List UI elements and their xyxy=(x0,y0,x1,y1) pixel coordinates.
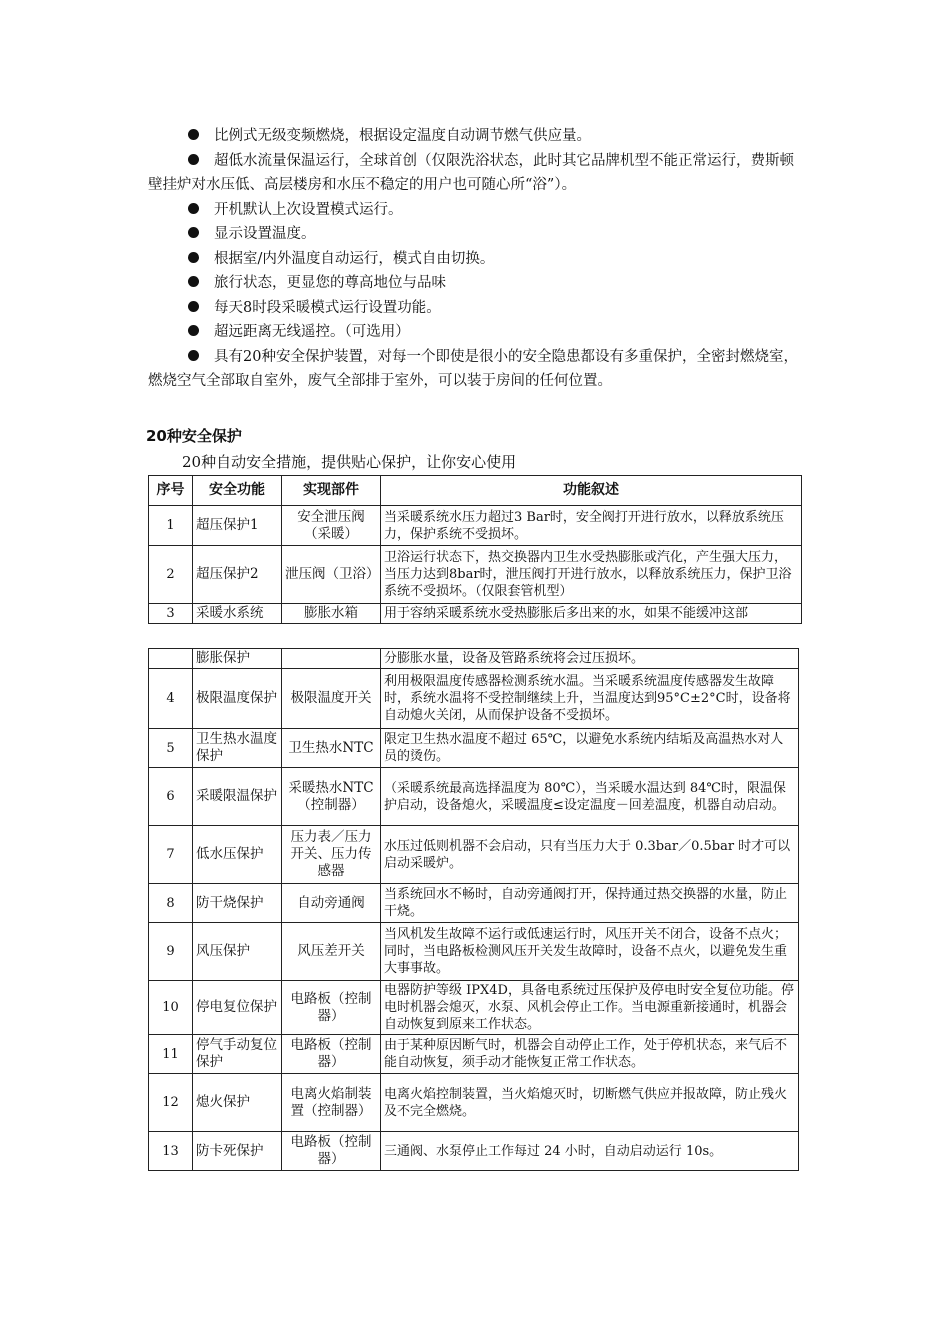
cell-description: 电器防护等级 IPX4D，具备电系统过压保护及停电时安全复位功能。停电时机器会熄灭，水泵、风机会停止工作。当电源重新接通时，机器会自动恢复到原来工作状态。 xyxy=(381,981,799,1035)
cell-part: 安全泄压阀（采暖） xyxy=(282,506,381,546)
bullet-item xyxy=(148,296,808,321)
cell-function: 防干烧保护 xyxy=(193,884,282,923)
bullet-item xyxy=(148,345,808,394)
bullet-text: 比例式无级变频燃烧，根据设定温度自动调节燃气供应量。 xyxy=(214,128,591,144)
cell-no xyxy=(149,649,193,669)
bullet-item xyxy=(148,222,808,247)
bullet-text: 旅行状态，更显您的尊高地位与品味 xyxy=(214,275,446,291)
cell-no: 13 xyxy=(149,1132,193,1171)
bullet-dot-icon xyxy=(188,129,199,140)
cell-part: 电路板（控制器） xyxy=(282,981,381,1035)
cell-description: 当系统回水不畅时，自动旁通阀打开，保持通过热交换器的水量，防止干烧。 xyxy=(381,884,799,923)
table-row xyxy=(149,546,802,604)
cell-no: 5 xyxy=(149,729,193,768)
cell-part: 膨胀水箱 xyxy=(282,604,381,624)
bullet-item xyxy=(148,247,808,272)
cell-description: 三通阀、水泵停止工作每过 24 小时，自动启动运行 10s。 xyxy=(381,1132,799,1171)
bullet-text: 根据室/内外温度自动运行，模式自由切换。 xyxy=(214,250,495,267)
cell-description: 水压过低则机器不会启动，只有当压力大于 0.3bar／0.5bar 时才可以启动采暖炉。 xyxy=(381,826,799,884)
bullet-item xyxy=(148,198,808,223)
bullet-dot-icon xyxy=(188,301,199,312)
cell-part: 电路板（控制器） xyxy=(282,1132,381,1171)
bullet-text: 每天8时段采暖模式运行设置功能。 xyxy=(214,299,441,316)
safety-table-part1 xyxy=(148,475,802,624)
bullet-dot-icon xyxy=(188,350,199,361)
bullet-dot-icon xyxy=(188,252,199,263)
bullet-item xyxy=(148,149,808,198)
section-title: 20种安全保护 xyxy=(146,427,242,445)
cell-description: 电离火焰控制装置，当火焰熄灭时，切断燃气供应并报故障，防止残火及不完全燃烧。 xyxy=(381,1074,799,1132)
cell-function: 超压保护1 xyxy=(193,506,282,546)
cell-function: 卫生热水温度保护 xyxy=(193,729,282,768)
table-row xyxy=(149,826,799,884)
cell-function: 极限温度保护 xyxy=(193,669,282,729)
cell-part xyxy=(282,649,381,669)
table-row xyxy=(149,884,799,923)
table-row xyxy=(149,923,799,981)
cell-part: 压力表／压力开关、压力传感器 xyxy=(282,826,381,884)
bullet-item xyxy=(148,124,808,149)
cell-part: 电路板（控制器） xyxy=(282,1035,381,1074)
cell-part: 风压差开关 xyxy=(282,923,381,981)
cell-no: 12 xyxy=(149,1074,193,1132)
bullet-dot-icon xyxy=(188,154,199,165)
table-row xyxy=(149,768,799,826)
table-row xyxy=(149,1132,799,1171)
cell-description: 分膨胀水量，设备及管路系统将会过压损坏。 xyxy=(381,649,799,669)
header-function: 安全功能 xyxy=(193,476,282,506)
cell-part: 极限温度开关 xyxy=(282,669,381,729)
cell-description: 当风机发生故障不运行或低速运行时，风压开关不闭合，设备不点火；同时，当电路板检测风压开关发生故障时，设备不点火，以避免发生重大事事故。 xyxy=(381,923,799,981)
bullet-text: 显示设置温度。 xyxy=(214,226,316,242)
cell-no: 3 xyxy=(149,604,193,624)
bullet-dot-icon xyxy=(188,203,199,214)
bullet-dot-icon xyxy=(188,227,199,238)
cell-no: 8 xyxy=(149,884,193,923)
table-row xyxy=(149,604,802,624)
bullet-dot-icon xyxy=(188,276,199,287)
cell-part: 自动旁通阀 xyxy=(282,884,381,923)
safety-table-part2 xyxy=(148,648,799,1171)
cell-function: 熄火保护 xyxy=(193,1074,282,1132)
table-row xyxy=(149,669,799,729)
cell-function: 停气手动复位保护 xyxy=(193,1035,282,1074)
cell-description: 卫浴运行状态下，热交换器内卫生水受热膨胀或汽化，产生强大压力，当压力达到8bar时，泄压阀打开进行放水，以释放系统压力，保护卫浴系统不受损坏。（仅限套管机型） xyxy=(381,546,802,604)
table-header-row xyxy=(149,476,802,506)
cell-function: 超压保护2 xyxy=(193,546,282,604)
bullet-item xyxy=(148,271,808,296)
cell-description: 当采暖系统水压力超过3 Bar时，安全阀打开进行放水，以释放系统压力，保护系统不受损坏。 xyxy=(381,506,802,546)
cell-part: 泄压阀（卫浴） xyxy=(282,546,381,604)
table-row xyxy=(149,1035,799,1074)
table-row xyxy=(149,649,799,669)
table-row xyxy=(149,1074,799,1132)
cell-no: 9 xyxy=(149,923,193,981)
cell-description: 由于某种原因断气时，机器会自动停止工作，处于停机状态，来气后不能自动恢复，须手动才能恢复正常工作状态。 xyxy=(381,1035,799,1074)
cell-function: 低水压保护 xyxy=(193,826,282,884)
cell-description: 利用极限温度传感器检测系统水温。当采暖系统温度传感器发生故障时，系统水温将不受控制继续上升，当温度达到95°C±2°C时，设备将自动熄火关闭，从而保护设备不受损坏。 xyxy=(381,669,799,729)
cell-function: 膨胀保护 xyxy=(193,649,282,669)
cell-description: 限定卫生热水温度不超过 65℃，以避免水系统内结垢及高温热水对人员的烫伤。 xyxy=(381,729,799,768)
cell-part: 采暖热水NTC（控制器） xyxy=(282,768,381,826)
cell-function: 停电复位保护 xyxy=(193,981,282,1035)
cell-no: 2 xyxy=(149,546,193,604)
table-row xyxy=(149,729,799,768)
cell-description: 用于容纳采暖系统水受热膨胀后多出来的水，如果不能缓冲这部 xyxy=(381,604,802,624)
bullet-text: 超低水流量保温运行，全球首创（仅限洗浴状态，此时其它品牌机型不能正常运行，费斯顿壁挂炉对水压低、高层楼房和水压不稳定的用户也可随心所“浴”）。 xyxy=(148,152,794,193)
cell-part: 电离火焰制装置（控制器） xyxy=(282,1074,381,1132)
cell-function: 采暖水系统 xyxy=(193,604,282,624)
cell-function: 风压保护 xyxy=(193,923,282,981)
cell-function: 防卡死保护 xyxy=(193,1132,282,1171)
bullet-item xyxy=(148,320,808,345)
cell-no: 10 xyxy=(149,981,193,1035)
bullet-dot-icon xyxy=(188,325,199,336)
cell-no: 11 xyxy=(149,1035,193,1074)
header-no: 序号 xyxy=(149,476,193,506)
cell-part: 卫生热水NTC xyxy=(282,729,381,768)
table-row xyxy=(149,981,799,1035)
section-subtitle: 20种自动安全措施，提供贴心保护，让你安心使用 xyxy=(182,453,517,471)
header-part: 实现部件 xyxy=(282,476,381,506)
cell-description: （采暖系统最高选择温度为 80℃），当采暖水温达到 84℃时，限温保护启动，设备熄火，采暖温度≤设定温度－回差温度，机器自动启动。 xyxy=(381,768,799,826)
table-row xyxy=(149,506,802,546)
bullet-text: 开机默认上次设置模式运行。 xyxy=(214,201,403,218)
header-description: 功能叙述 xyxy=(381,476,802,506)
cell-function: 采暖限温保护 xyxy=(193,768,282,826)
cell-no: 6 xyxy=(149,768,193,826)
cell-no: 4 xyxy=(149,669,193,729)
feature-bullet-list xyxy=(148,124,808,394)
bullet-text: 具有20种安全保护装置，对每一个即使是很小的安全隐患都设有多重保护，全密封燃烧室，燃烧空气全部取自室外，废气全部排于室外，可以装于房间的任何位置。 xyxy=(148,348,798,389)
cell-no: 1 xyxy=(149,506,193,546)
bullet-text: 超远距离无线遥控。（可选用） xyxy=(214,324,410,340)
cell-no: 7 xyxy=(149,826,193,884)
